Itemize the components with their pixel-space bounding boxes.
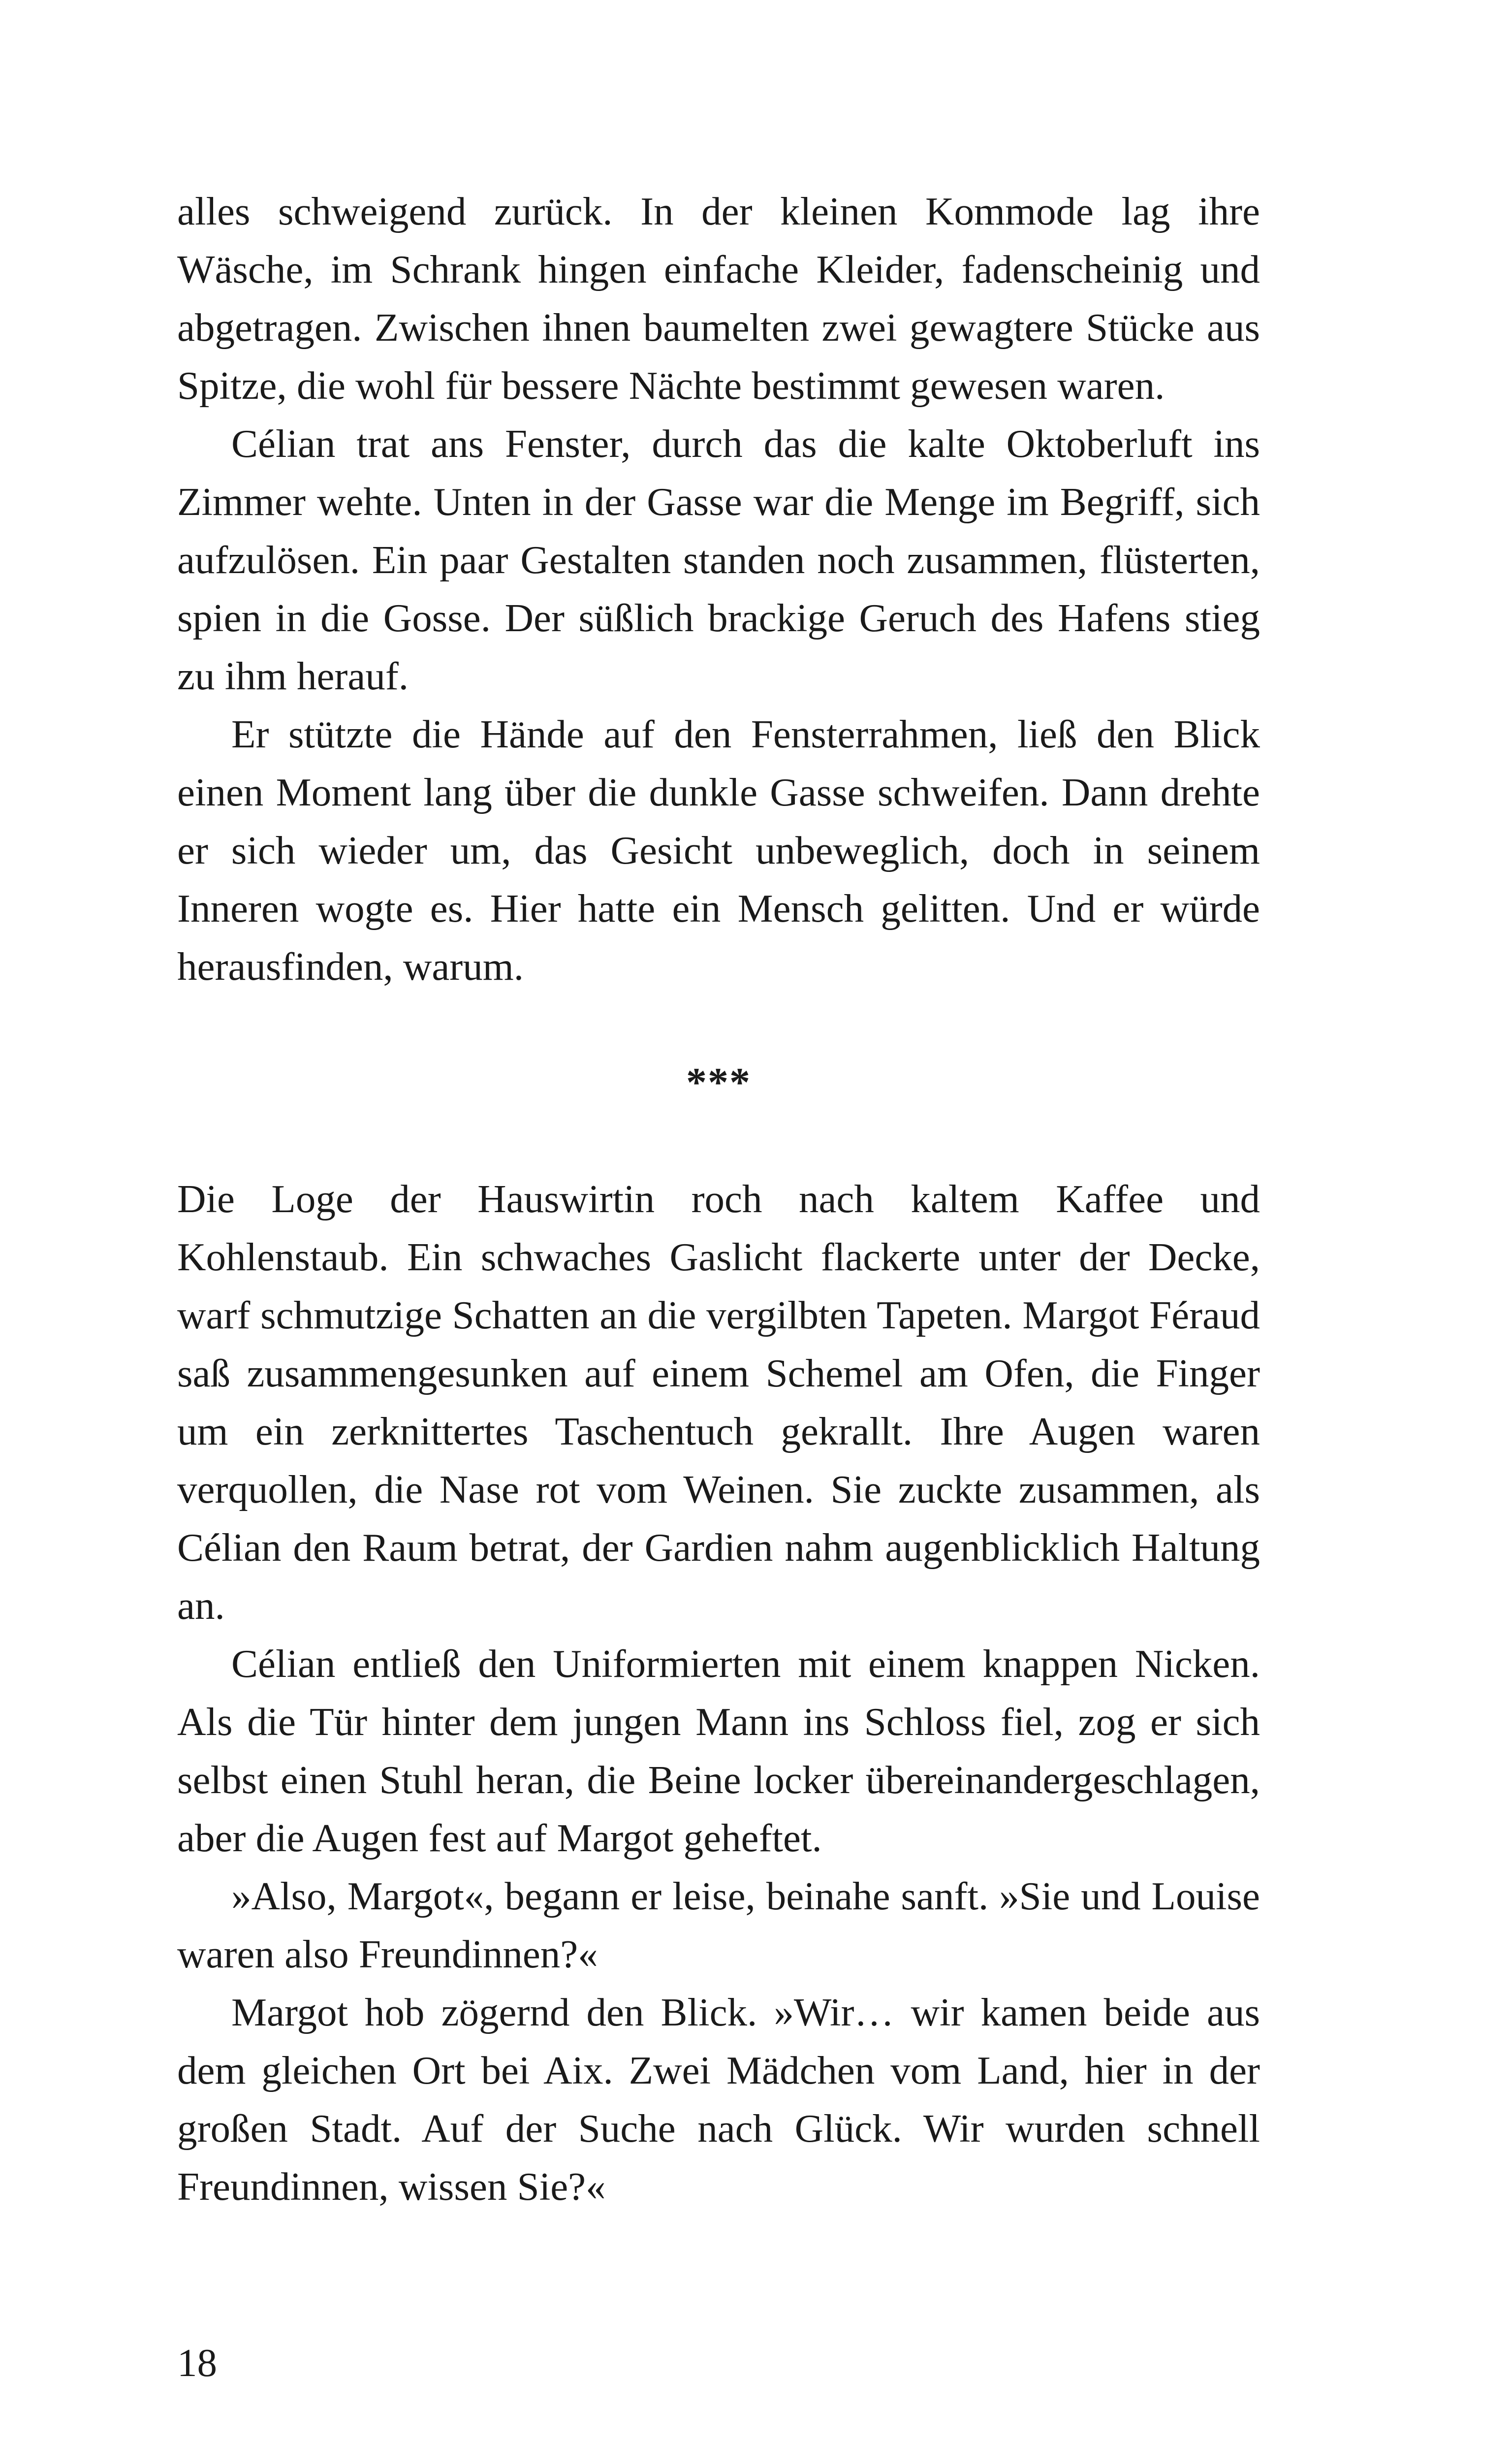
paragraph: alles schweigend zurück. In der kleinen Kommode lag ihre Wäsche, im Schrank hingen einfache Kleider, fadenscheinig und abgetragen. Zwischen ihnen baumelten zwei gewagtere Stücke aus Spitze, die wohl für bessere Nächte bestimmt gewesen waren. — [177, 189, 1260, 408]
paragraph: Célian entließ den Uniformierten mit einem knappen Nicken. Als die Tür hinter dem jungen Mann ins Schloss fiel, zog er sich selbst einen Stuhl heran, die Beine locker übereinandergeschlagen, aber die Augen fest auf Margot geheftet. — [177, 1641, 1260, 1860]
book-page — [177, 182, 1260, 2216]
paragraph: Die Loge der Hauswirtin roch nach kaltem Kaffee und Kohlenstaub. Ein schwaches Gaslicht flackerte unter der Decke, warf schmutzige Schatten an die vergilbten Tapeten. Margot Féraud saß zusammengesunken auf einem Schemel am Ofen, die Finger um ein zerknittertes Taschentuch gekrallt. Ihre Augen waren verquollen, die Nase rot vom Weinen. Sie zuckte zusammen, als Célian den Raum betrat, der Gardien nahm augenblicklich Haltung an. — [177, 1177, 1260, 1628]
paragraph: Margot hob zögernd den Blick. »Wir… wir kamen beide aus dem gleichen Ort bei Aix. Zwei Mädchen vom Land, hier in der großen Stadt. Auf der Suche nach Glück. Wir wurden schnell Freundinnen, wissen Sie?« — [177, 1990, 1260, 2209]
text-section-2 — [177, 1170, 1260, 2216]
page-number: 18 — [177, 2341, 217, 2385]
paragraph: Er stützte die Hände auf den Fensterrahmen, ließ den Blick einen Moment lang über die dunkle Gasse schweifen. Dann drehte er sich wieder um, das Gesicht unbeweglich, doch in seinem Inneren wogte es. Hier hatte ein Mensch gelitten. Und er würde herausfinden, warum. — [177, 712, 1260, 989]
text-section-1 — [177, 182, 1260, 996]
paragraph: Célian trat ans Fenster, durch das die kalte Oktoberluft ins Zimmer wehte. Unten in der Gasse war die Menge im Begriff, sich aufzulösen. Ein paar Gestalten standen noch zusammen, flüsterten, spien in die Gosse. Der süßlich brackige Geruch des Hafens stieg zu ihm herauf. — [177, 421, 1260, 698]
paragraph: »Also, Margot«, begann er leise, beinahe sanft. »Sie und Louise waren also Freundinnen?« — [177, 1874, 1260, 1976]
section-separator: *** — [686, 1060, 751, 1105]
